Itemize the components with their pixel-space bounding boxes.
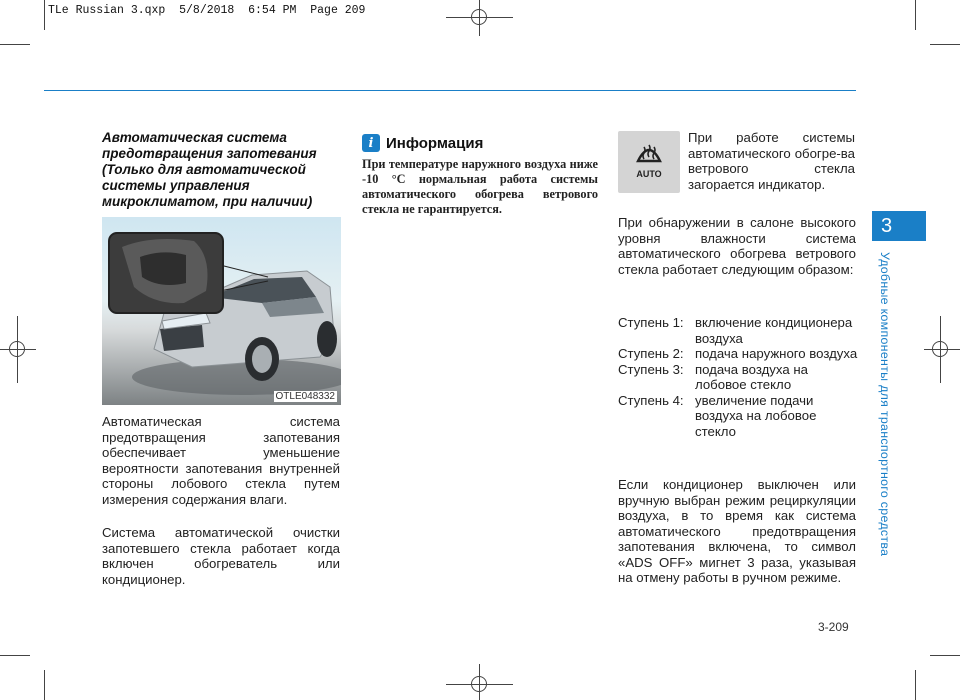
- indicator-text: При работе системы автоматического обогре-ва ветрового стекла загорается индикатор.: [688, 130, 855, 192]
- chapter-tab: 3: [872, 211, 926, 241]
- info-header: [362, 134, 483, 152]
- step-list: [618, 315, 858, 439]
- step-text: подача воздуха на лобовое стекло: [695, 361, 808, 392]
- info-title: Информация: [386, 134, 484, 152]
- info-body: При температуре наружного воздуха ниже -10 °C нормальная работа системы автоматического обогрева ветрового стекла не гарантируется.: [362, 157, 598, 216]
- figure-id: OTLE048332: [275, 391, 335, 402]
- step-item: [618, 362, 858, 393]
- header-rule: [44, 90, 856, 91]
- step-item: [618, 393, 858, 440]
- auto-defog-icon: [618, 131, 680, 171]
- side-chapter-title: Удобные компоненты для транспортного средства: [878, 252, 892, 557]
- left-paragraph-2: Система автоматической очистки запотевшего стекла работает когда включен обогреватель или кондиционер.: [102, 525, 340, 587]
- step-text: подача наружного воздуха: [695, 346, 858, 361]
- file-header: TLe Russian 3.qxp 5/8/2018 6:54 PM Page 209: [48, 4, 366, 17]
- auto-defog-indicator: [618, 131, 680, 193]
- step-label: Ступень 2:: [618, 346, 684, 361]
- page-number: 3-209: [818, 620, 849, 634]
- info-icon: i: [362, 134, 380, 152]
- auto-label: AUTO: [636, 169, 662, 179]
- step-label: Ступень 3:: [618, 361, 684, 377]
- left-paragraph-1: Автоматическая система предотвращения запотевания обеспечивает уменьшение вероятности запотевания внутренней стороны лобового стекла путем измерения содержания влаги.: [102, 414, 340, 507]
- section-heading: Автоматическая система предотвращения запотевания (Только для автоматической системы управления микроклиматом, при наличии): [102, 130, 317, 209]
- right-closing: Если кондиционер выключен или вручную выбран режим рециркуляции воздуха, в то время как система автоматического предотвращения запотевания включена, то символ «ADS OFF» мигнет 3 раза, указывая на отмену работы в ручном режиме.: [618, 477, 856, 585]
- step-item: [618, 315, 858, 346]
- step-label: Ступень 4:: [618, 392, 684, 408]
- car-photo: [102, 217, 341, 405]
- right-intro: При обнаружении в салоне высокого уровня влажности система автоматического обогрева ветрового стекла работает следующим образом:: [618, 215, 856, 277]
- step-text: увеличение подачи воздуха на лобовое стекло: [695, 392, 817, 439]
- step-label: Ступень 1:: [618, 315, 684, 330]
- step-item: [618, 346, 858, 362]
- car-illustration: [102, 217, 341, 405]
- step-text: включение кондиционера воздуха: [695, 315, 853, 346]
